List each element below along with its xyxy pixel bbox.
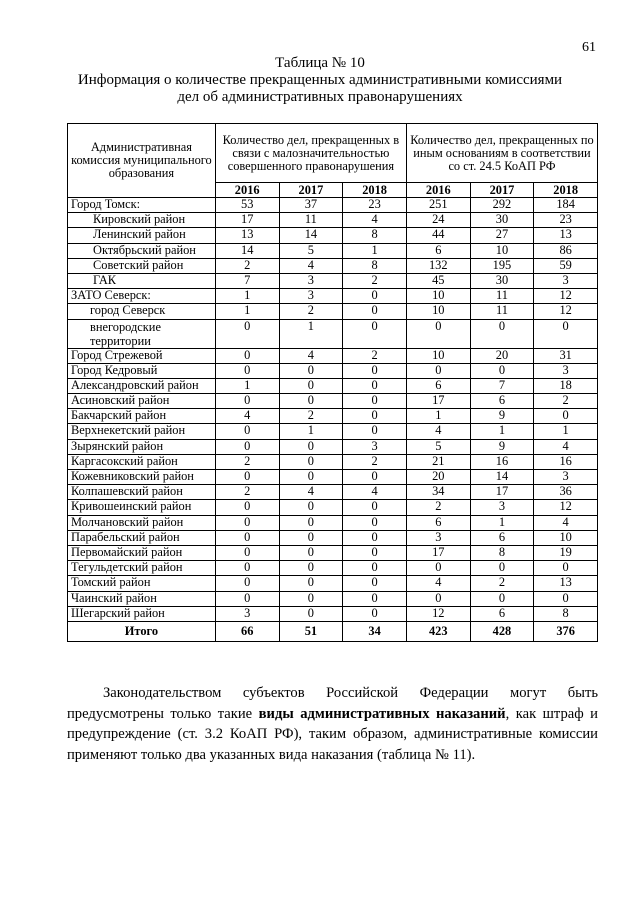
value-cell: 7	[470, 378, 534, 393]
header-year: 2018	[343, 183, 407, 198]
table-title	[0, 55, 640, 106]
value-cell: 11	[470, 304, 534, 319]
value-cell: 17	[406, 394, 470, 409]
table-row	[68, 485, 598, 500]
row-label: Ленинский район	[68, 228, 216, 243]
value-cell: 13	[534, 576, 598, 591]
value-cell: 23	[534, 213, 598, 228]
value-cell: 4	[406, 424, 470, 439]
paragraph-bold-term: виды административных наказаний	[258, 705, 506, 722]
value-cell: 0	[343, 576, 407, 591]
row-label: Октябрьский район	[68, 243, 216, 258]
value-cell: 4	[406, 576, 470, 591]
value-cell: 251	[406, 198, 470, 213]
table-row	[68, 561, 598, 576]
value-cell: 8	[343, 228, 407, 243]
value-cell: 3	[406, 530, 470, 545]
table-row	[68, 243, 598, 258]
value-cell: 1	[343, 243, 407, 258]
table-row	[68, 454, 598, 469]
value-cell: 4	[279, 348, 343, 363]
value-cell: 0	[343, 378, 407, 393]
value-cell: 13	[215, 228, 279, 243]
value-cell: 10	[470, 243, 534, 258]
row-label: ГАК	[68, 273, 216, 288]
value-cell: 0	[343, 363, 407, 378]
value-cell: 44	[406, 228, 470, 243]
row-label: Колпашевский район	[68, 485, 216, 500]
total-cell: 423	[406, 621, 470, 641]
value-cell: 4	[343, 485, 407, 500]
value-cell: 0	[343, 319, 407, 348]
table-row	[68, 378, 598, 393]
value-cell: 0	[215, 394, 279, 409]
value-cell: 10	[534, 530, 598, 545]
value-cell: 0	[215, 470, 279, 485]
value-cell: 86	[534, 243, 598, 258]
row-label: Кожевниковский район	[68, 470, 216, 485]
table-row	[68, 394, 598, 409]
value-cell: 0	[343, 530, 407, 545]
value-cell: 0	[279, 500, 343, 515]
value-cell: 24	[406, 213, 470, 228]
value-cell: 8	[343, 258, 407, 273]
value-cell: 13	[534, 228, 598, 243]
value-cell: 0	[215, 319, 279, 348]
value-cell: 3	[279, 273, 343, 288]
value-cell: 16	[534, 454, 598, 469]
table-row	[68, 424, 598, 439]
table-row	[68, 409, 598, 424]
value-cell: 6	[470, 530, 534, 545]
value-cell: 0	[406, 363, 470, 378]
value-cell: 0	[279, 454, 343, 469]
row-label: Город Кедровый	[68, 363, 216, 378]
table-row	[68, 213, 598, 228]
total-cell: 428	[470, 621, 534, 641]
value-cell: 12	[534, 289, 598, 304]
value-cell: 18	[534, 378, 598, 393]
value-cell: 3	[279, 289, 343, 304]
table-heading-line2: дел об административных правонарушениях	[177, 89, 463, 105]
value-cell: 8	[534, 606, 598, 621]
value-cell: 0	[279, 439, 343, 454]
row-label: внегородские территории	[68, 319, 216, 348]
total-label: Итого	[68, 621, 216, 641]
table-caption: Таблица № 10	[275, 55, 365, 71]
value-cell: 20	[470, 348, 534, 363]
value-cell: 6	[406, 243, 470, 258]
value-cell: 2	[534, 394, 598, 409]
table-row	[68, 500, 598, 515]
value-cell: 0	[343, 515, 407, 530]
header-minor-offense: Количество дел, прекращенных в связи с малозначительностью совершенного правонарушения	[215, 124, 406, 183]
table-row	[68, 530, 598, 545]
value-cell: 2	[279, 409, 343, 424]
value-cell: 4	[534, 439, 598, 454]
value-cell: 0	[343, 606, 407, 621]
row-label: город Северск	[68, 304, 216, 319]
value-cell: 10	[406, 348, 470, 363]
table-row	[68, 470, 598, 485]
value-cell: 0	[343, 591, 407, 606]
row-label: ЗАТО Северск:	[68, 289, 216, 304]
value-cell: 11	[279, 213, 343, 228]
value-cell: 0	[215, 591, 279, 606]
value-cell: 0	[215, 545, 279, 560]
table-row	[68, 591, 598, 606]
value-cell: 0	[215, 561, 279, 576]
row-label: Кировский район	[68, 213, 216, 228]
table-row	[68, 228, 598, 243]
value-cell: 8	[470, 545, 534, 560]
value-cell: 0	[215, 424, 279, 439]
value-cell: 0	[343, 394, 407, 409]
value-cell: 37	[279, 198, 343, 213]
row-label: Шегарский район	[68, 606, 216, 621]
value-cell: 10	[406, 289, 470, 304]
value-cell: 3	[534, 363, 598, 378]
value-cell: 1	[215, 378, 279, 393]
value-cell: 2	[215, 454, 279, 469]
table-row	[68, 576, 598, 591]
value-cell: 30	[470, 273, 534, 288]
value-cell: 0	[406, 591, 470, 606]
value-cell: 5	[406, 439, 470, 454]
table-row	[68, 363, 598, 378]
value-cell: 0	[215, 363, 279, 378]
header-other-grounds: Количество дел, прекращенных по иным основаниям в соответствии со ст. 24.5 КоАП РФ	[406, 124, 597, 183]
value-cell: 3	[215, 606, 279, 621]
value-cell: 4	[279, 485, 343, 500]
row-label: Чаинский район	[68, 591, 216, 606]
value-cell: 4	[215, 409, 279, 424]
value-cell: 1	[215, 304, 279, 319]
value-cell: 132	[406, 258, 470, 273]
value-cell: 4	[534, 515, 598, 530]
value-cell: 0	[279, 606, 343, 621]
value-cell: 2	[343, 273, 407, 288]
value-cell: 23	[343, 198, 407, 213]
value-cell: 2	[470, 576, 534, 591]
value-cell: 12	[534, 500, 598, 515]
value-cell: 0	[279, 363, 343, 378]
table-row	[68, 198, 598, 213]
value-cell: 0	[215, 500, 279, 515]
value-cell: 0	[343, 424, 407, 439]
value-cell: 0	[343, 500, 407, 515]
value-cell: 1	[470, 424, 534, 439]
value-cell: 0	[343, 545, 407, 560]
value-cell: 0	[279, 530, 343, 545]
value-cell: 6	[470, 606, 534, 621]
value-cell: 0	[406, 561, 470, 576]
value-cell: 34	[406, 485, 470, 500]
row-label: Верхнекетский район	[68, 424, 216, 439]
value-cell: 0	[279, 394, 343, 409]
table-row	[68, 289, 598, 304]
value-cell: 17	[215, 213, 279, 228]
table-row	[68, 545, 598, 560]
value-cell: 1	[406, 409, 470, 424]
value-cell: 0	[215, 530, 279, 545]
total-cell: 376	[534, 621, 598, 641]
row-label: Александровский район	[68, 378, 216, 393]
value-cell: 0	[343, 304, 407, 319]
value-cell: 0	[279, 545, 343, 560]
value-cell: 45	[406, 273, 470, 288]
row-label: Асиновский район	[68, 394, 216, 409]
value-cell: 36	[534, 485, 598, 500]
paragraph-text-2: , как штраф и предупреждение (ст. 3.2 КоАП РФ), таким образом, административные комиссии применяют только два указанных вида наказания (таблица № 11).	[67, 705, 598, 763]
value-cell: 0	[534, 319, 598, 348]
value-cell: 6	[406, 515, 470, 530]
header-commission: Административная комиссия муниципального образования	[68, 124, 216, 198]
value-cell: 0	[279, 470, 343, 485]
row-label: Кривошеинский район	[68, 500, 216, 515]
header-year: 2016	[406, 183, 470, 198]
value-cell: 0	[279, 378, 343, 393]
table-row	[68, 273, 598, 288]
value-cell: 0	[470, 319, 534, 348]
value-cell: 195	[470, 258, 534, 273]
value-cell: 59	[534, 258, 598, 273]
value-cell: 0	[279, 515, 343, 530]
value-cell: 3	[470, 500, 534, 515]
row-label: Бакчарский район	[68, 409, 216, 424]
value-cell: 14	[470, 470, 534, 485]
value-cell: 2	[215, 485, 279, 500]
value-cell: 1	[215, 289, 279, 304]
value-cell: 14	[279, 228, 343, 243]
table-row	[68, 439, 598, 454]
value-cell: 0	[279, 591, 343, 606]
value-cell: 2	[343, 454, 407, 469]
value-cell: 1	[279, 319, 343, 348]
header-year: 2017	[470, 183, 534, 198]
value-cell: 12	[406, 606, 470, 621]
table-row	[68, 319, 598, 348]
value-cell: 0	[343, 470, 407, 485]
row-label: Тегульдетский район	[68, 561, 216, 576]
table-row	[68, 515, 598, 530]
value-cell: 2	[406, 500, 470, 515]
value-cell: 1	[279, 424, 343, 439]
value-cell: 0	[215, 439, 279, 454]
header-year: 2017	[279, 183, 343, 198]
row-label: Парабельский район	[68, 530, 216, 545]
total-row	[68, 621, 598, 641]
table-row	[68, 258, 598, 273]
value-cell: 6	[406, 378, 470, 393]
header-year: 2018	[534, 183, 598, 198]
row-label: Город Томск:	[68, 198, 216, 213]
value-cell: 53	[215, 198, 279, 213]
value-cell: 10	[406, 304, 470, 319]
value-cell: 0	[534, 561, 598, 576]
value-cell: 0	[470, 561, 534, 576]
value-cell: 3	[534, 470, 598, 485]
value-cell: 0	[215, 515, 279, 530]
row-label: Зырянский район	[68, 439, 216, 454]
table-row	[68, 304, 598, 319]
value-cell: 292	[470, 198, 534, 213]
value-cell: 6	[470, 394, 534, 409]
value-cell: 30	[470, 213, 534, 228]
value-cell: 14	[215, 243, 279, 258]
value-cell: 5	[279, 243, 343, 258]
value-cell: 0	[279, 561, 343, 576]
value-cell: 20	[406, 470, 470, 485]
page-number: 61	[582, 40, 596, 55]
value-cell: 0	[534, 591, 598, 606]
value-cell: 2	[279, 304, 343, 319]
value-cell: 7	[215, 273, 279, 288]
table-heading-line1: Информация о количестве прекращенных административными комиссиями	[77, 72, 563, 88]
value-cell: 17	[406, 545, 470, 560]
value-cell: 19	[534, 545, 598, 560]
row-label: Первомайский район	[68, 545, 216, 560]
cases-table	[67, 123, 598, 642]
value-cell: 1	[534, 424, 598, 439]
body-paragraph	[67, 683, 598, 765]
value-cell: 0	[406, 319, 470, 348]
value-cell: 17	[470, 485, 534, 500]
total-cell: 51	[279, 621, 343, 641]
value-cell: 9	[470, 409, 534, 424]
value-cell: 3	[534, 273, 598, 288]
value-cell: 4	[279, 258, 343, 273]
total-cell: 66	[215, 621, 279, 641]
value-cell: 0	[215, 576, 279, 591]
value-cell: 2	[343, 348, 407, 363]
value-cell: 4	[343, 213, 407, 228]
row-label: Молчановский район	[68, 515, 216, 530]
value-cell: 27	[470, 228, 534, 243]
total-cell: 34	[343, 621, 407, 641]
value-cell: 11	[470, 289, 534, 304]
paragraph-text-1: Законодательством субъектов Российской Федерации могут быть предусмотрены только такие	[67, 685, 598, 722]
value-cell: 2	[215, 258, 279, 273]
row-label: Город Стрежевой	[68, 348, 216, 363]
value-cell: 0	[534, 409, 598, 424]
header-year: 2016	[215, 183, 279, 198]
row-label: Томский район	[68, 576, 216, 591]
table-row	[68, 348, 598, 363]
value-cell: 16	[470, 454, 534, 469]
row-label: Каргасокский район	[68, 454, 216, 469]
value-cell: 9	[470, 439, 534, 454]
table-row	[68, 606, 598, 621]
value-cell: 184	[534, 198, 598, 213]
value-cell: 21	[406, 454, 470, 469]
value-cell: 31	[534, 348, 598, 363]
table-body	[68, 198, 598, 622]
value-cell: 0	[343, 561, 407, 576]
value-cell: 1	[470, 515, 534, 530]
value-cell: 0	[470, 363, 534, 378]
value-cell: 3	[343, 439, 407, 454]
value-cell: 12	[534, 304, 598, 319]
value-cell: 0	[343, 409, 407, 424]
value-cell: 0	[470, 591, 534, 606]
value-cell: 0	[215, 348, 279, 363]
row-label: Советский район	[68, 258, 216, 273]
value-cell: 0	[279, 576, 343, 591]
value-cell: 0	[343, 289, 407, 304]
